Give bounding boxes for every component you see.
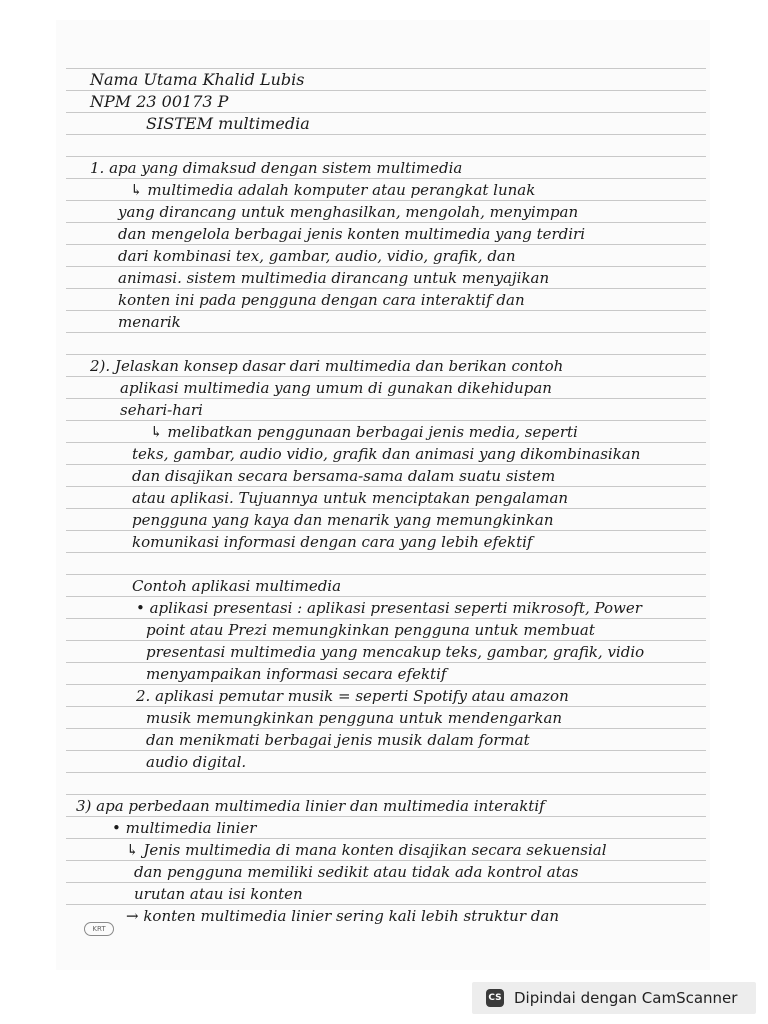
camscanner-icon: CS [486,989,504,1007]
example-line: dan menikmati berbagai jenis musik dalam format [146,731,530,749]
answer-1-line: ↳ multimedia adalah komputer atau perangkat lunak [130,181,536,199]
question-2-line: sehari-hari [120,401,203,419]
camscanner-label: Dipindai dengan CamScanner [514,989,738,1007]
example-line: 2. aplikasi pemutar musik = seperti Spotify atau amazon [136,687,569,705]
example-line: audio digital. [146,753,247,771]
question-1: 1. apa yang dimaksud dengan sistem multimedia [90,159,463,177]
student-name: Nama Utama Khalid Lubis [90,70,305,89]
answer-1-line: dari kombinasi tex, gambar, audio, vidio, grafik, dan [118,247,516,265]
answer-1-line: animasi. sistem multimedia dirancang untuk menyajikan [118,269,550,287]
answer-1-line: dan mengelola berbagai jenis konten multimedia yang terdiri [118,225,586,243]
answer-1-line: yang dirancang untuk menghasilkan, mengolah, menyimpan [118,203,579,221]
answer-3-line: ↳ Jenis multimedia di mana konten disajikan secara sekuensial [126,841,607,859]
question-3: 3) apa perbedaan multimedia linier dan multimedia interaktif [76,797,545,815]
answer-2-line: teks, gambar, audio vidio, grafik dan animasi yang dikombinasikan [132,445,641,463]
question-3-subtitle: • multimedia linier [112,819,257,837]
answer-1-line: konten ini pada pengguna dengan cara interaktif dan [118,291,525,309]
examples-title: Contoh aplikasi multimedia [132,577,342,595]
example-line: presentasi multimedia yang mencakup teks, gambar, grafik, vidio [146,643,645,661]
answer-2-line: dan disajikan secara bersama-sama dalam suatu sistem [132,467,556,485]
answer-3-line: dan pengguna memiliki sedikit atau tidak ada kontrol atas [134,863,579,881]
subject-title: SISTEM multimedia [146,114,310,133]
answer-1-line: menarik [118,313,181,331]
example-line: • aplikasi presentasi : aplikasi presentasi seperti mikrosoft, Power [136,599,642,617]
example-line: musik memungkinkan pengguna untuk mendengarkan [146,709,563,727]
answer-2-line: pengguna yang kaya dan menarik yang memungkinkan [132,511,554,529]
example-line: point atau Prezi memungkinkan pengguna untuk membuat [146,621,595,639]
answer-2-line: komunikasi informasi dengan cara yang lebih efektif [132,533,533,551]
question-2-line: aplikasi multimedia yang umum di gunakan dikehidupan [120,379,552,397]
camscanner-watermark [472,982,756,1014]
answer-3-line: urutan atau isi konten [134,885,303,903]
question-2-line: 2). Jelaskan konsep dasar dari multimedia dan berikan contoh [90,357,564,375]
student-npm: NPM 23 00173 P [90,92,229,111]
example-line: menyampaikan informasi secara efektif [146,665,447,683]
answer-3-line: → konten multimedia linier sering kali lebih struktur dan [126,907,559,925]
answer-2-line: atau aplikasi. Tujuannya untuk menciptakan pengalaman [132,489,569,507]
paper-brand-logo: KRT [84,922,114,936]
answer-2-line: ↳ melibatkan penggunaan berbagai jenis media, seperti [150,423,578,441]
